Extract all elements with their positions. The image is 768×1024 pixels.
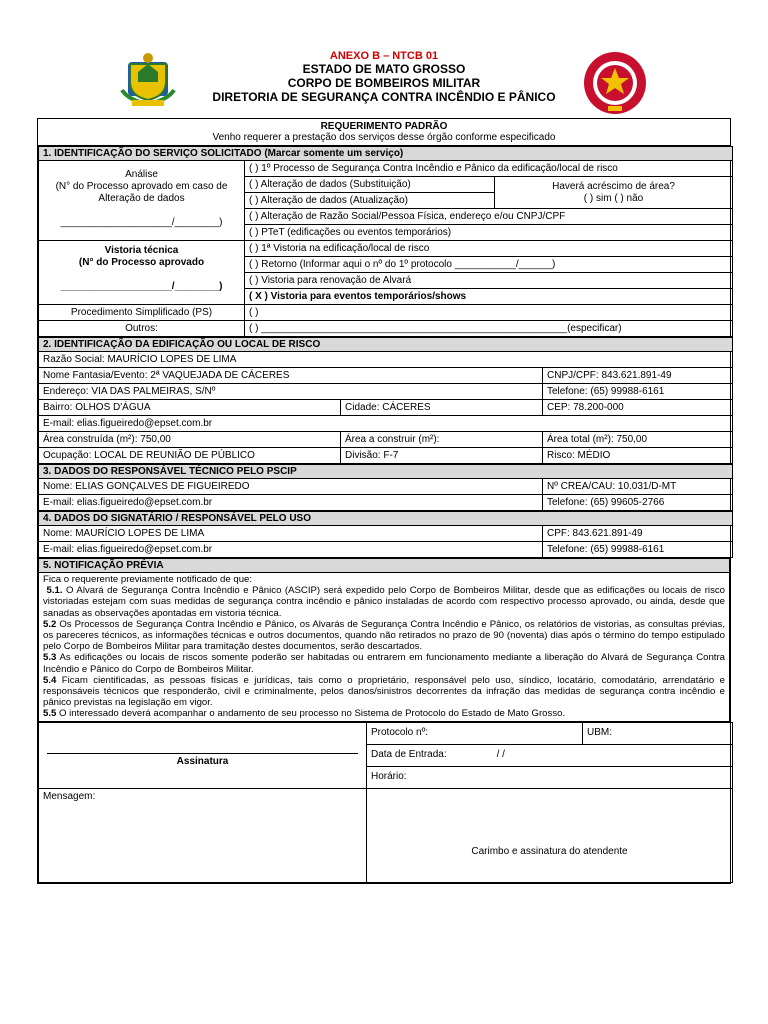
cep-field[interactable]: CEP: 78.200-000	[543, 400, 733, 416]
option-retorno[interactable]: ( ) Retorno (Informar aqui o nº do 1º protocolo ___________/______)	[245, 257, 733, 273]
cidade-field[interactable]: Cidade: CÁCERES	[341, 400, 543, 416]
header-corps: CORPO DE BOMBEIROS MILITAR	[287, 76, 481, 90]
notification-intro: Fica o requerente previamente notificado de que:	[43, 574, 253, 585]
cnpj-field[interactable]: CNPJ/CPF: 843.621.891-49	[543, 368, 733, 384]
vistoria-label: Vistoria técnica	[104, 245, 179, 256]
area-construida-field[interactable]: Área construída (m²): 750,00	[39, 432, 341, 448]
option-alteracao-razao[interactable]: ( ) Alteração de Razão Social/Pessoa Física, endereço e/ou CNPJ/CPF	[245, 209, 733, 225]
email-field[interactable]: E-mail: elias.figueiredo@epset.com.br	[39, 416, 733, 432]
telefone-field[interactable]: Telefone: (65) 99988-6161	[543, 384, 733, 400]
signature-line[interactable]: Assinatura	[47, 753, 358, 768]
area-increase-question: Haverá acréscimo de área?	[552, 180, 675, 192]
footer-table	[38, 722, 733, 883]
notification-text	[39, 573, 730, 722]
signature-cell	[39, 722, 367, 788]
rt-email-field[interactable]: E-mail: elias.figueiredo@epset.com.br	[39, 495, 543, 511]
endereco-field[interactable]: Endereço: VIA DAS PALMEIRAS, S/Nº	[39, 384, 543, 400]
razao-social-field[interactable]: Razão Social: MAURÍCIO LOPES DE LIMA	[39, 352, 733, 368]
option-eventos-temporarios[interactable]: ( X ) Vistoria para eventos temporários/shows	[245, 289, 733, 305]
ps-label: Procedimento Simplificado (PS)	[39, 305, 245, 321]
analise-label: Análise	[125, 169, 158, 180]
section-5-heading: 5. NOTIFICAÇÃO PRÉVIA	[39, 559, 730, 573]
option-ptet[interactable]: ( ) PTeT (edificações ou eventos temporários)	[245, 225, 733, 241]
option-renovacao-alvara[interactable]: ( ) Vistoria para renovação de Alvará	[245, 273, 733, 289]
risco-field[interactable]: Risco: MÉDIO	[543, 448, 733, 464]
notification-5-1: 5.1. O Alvará de Segurança Contra Incêndio e Pânico (ASCIP) será expedido pelo Corpo de Bombeiros Militar, desde que as edificações ou locais de risco vistoriadas estejam com suas medidas de segurança contra incêndio e pânico instaladas de acordo com respectivo processo aprovado, ou ainda, desde que sanadas as observações apontadas em vistoria técnica.	[43, 585, 725, 619]
option-alteracao-substituicao[interactable]: ( ) Alteração de dados (Substituição)	[245, 177, 495, 193]
analise-sub: (N° do Processo aprovado em caso de Alteração de dados	[55, 181, 228, 204]
protocolo-field[interactable]: Protocolo nº:	[367, 722, 583, 744]
vistoria-sub: (N° do Processo aprovado	[78, 257, 205, 268]
area-increase-options[interactable]: ( ) sim ( ) não	[583, 192, 644, 204]
section-1-heading: 1. IDENTIFICAÇÃO DO SERVIÇO SOLICITADO (Marcar somente um serviço)	[39, 147, 733, 161]
section-3-table	[38, 464, 733, 511]
annex-label: ANEXO B – NTCB 01	[329, 50, 439, 62]
notification-5-2: 5.2 Os Processos de Segurança Contra Incêndio e Pânico, os Alvarás de Segurança Contra Incêndio e Pânico, os relatórios de vistorias, as consultas prévias, os pareceres técnicos, as informações técnicas e outros documentos, quando não retirados no prazo de 90 (noventa) dias após o término do tempo estipulado pelo Corpo de Bombeiros Militar para tramitação destes documentos, serão descartados.	[43, 618, 725, 653]
form-title-block	[38, 119, 730, 146]
notification-5-3: 5.3 As edificações ou locais de riscos somente poderão ser habitadas ou entrarem em funcionamento mediante a liberação do Alvará de Segurança Contra Incêndio e Pânico do Corpo de Bombeiros Militar.	[43, 652, 725, 675]
sig-cpf-field[interactable]: CPF: 843.621.891-49	[543, 526, 733, 542]
vistoria-cell	[39, 241, 245, 305]
rt-crea-field[interactable]: Nº CREA/CAU: 10.031/D-MT	[543, 479, 733, 495]
area-increase-cell	[495, 177, 733, 209]
form-subtitle: Venho requerer a prestação dos serviços desse órgão conforme especificado	[212, 132, 556, 143]
horario-field[interactable]: Horário:	[367, 766, 733, 788]
header-state: ESTADO DE MATO GROSSO	[302, 62, 466, 76]
outros-option[interactable]: ( ) _______________________________________________________(especificar)	[245, 321, 733, 337]
rt-telefone-field[interactable]: Telefone: (65) 99605-2766	[543, 495, 733, 511]
option-first-process[interactable]: ( ) 1º Processo de Segurança Contra Incêndio e Pânico da edificação/local de risco	[245, 161, 733, 177]
notification-5-5: 5.5 O interessado deverá acompanhar o andamento de seu processo no Sistema de Protocolo do Estado de Mato Grosso.	[43, 708, 566, 720]
header-directorate: DIRETORIA DE SEGURANÇA CONTRA INCÊNDIO E PÂNICO	[212, 90, 556, 104]
sig-nome-field[interactable]: Nome: MAURÍCIO LOPES DE LIMA	[39, 526, 543, 542]
document-header	[0, 50, 768, 104]
sig-email-field[interactable]: E-mail: elias.figueiredo@epset.com.br	[39, 542, 543, 558]
section-2-table	[38, 337, 733, 464]
notification-5-4: 5.4 Ficam cientificadas, as pessoas físicas e jurídicas, tais como o proprietário, responsável pelo uso, síndico, locatário, comodatário, arrendatário e responsáveis técnicos que responderão, civil e criminalmente, pelos danos/sinistros decorrentes da infração das medidas de segurança contra incêndio e pânico previstas na legislação em vigor.	[43, 674, 725, 709]
vistoria-blank[interactable]: ____________________/________)	[60, 281, 223, 292]
form-title: REQUERIMENTO PADRÃO	[320, 121, 448, 132]
section-2-heading: 2. IDENTIFICAÇÃO DA EDIFICAÇÃO OU LOCAL DE RISCO	[39, 338, 733, 352]
area-a-construir-field[interactable]: Área a construir (m²):	[341, 432, 543, 448]
analise-cell	[39, 161, 245, 241]
section-1-table	[38, 146, 733, 337]
data-entrada-field[interactable]: Data de Entrada: / /	[367, 744, 733, 766]
sig-telefone-field[interactable]: Telefone: (65) 99988-6161	[543, 542, 733, 558]
request-form	[37, 118, 731, 884]
ocupacao-field[interactable]: Ocupação: LOCAL DE REUNIÃO DE PÚBLICO	[39, 448, 341, 464]
divisao-field[interactable]: Divisão: F-7	[341, 448, 543, 464]
ps-option[interactable]: ( )	[245, 305, 733, 321]
section-5-table	[38, 558, 730, 722]
mensagem-field[interactable]: Mensagem:	[39, 788, 367, 882]
outros-label: Outros:	[39, 321, 245, 337]
bairro-field[interactable]: Bairro: OLHOS D'ÁGUA	[39, 400, 341, 416]
ubm-field[interactable]: UBM:	[583, 722, 733, 744]
carimbo-cell: Carimbo e assinatura do atendente	[367, 788, 733, 882]
analise-blank[interactable]: ____________________/________)	[60, 217, 223, 228]
nome-fantasia-field[interactable]: Nome Fantasia/Evento: 2ª VAQUEJADA DE CÁCERES	[39, 368, 543, 384]
section-4-heading: 4. DADOS DO SIGNATÁRIO / RESPONSÁVEL PELO USO	[39, 512, 733, 526]
option-first-vistoria[interactable]: ( ) 1ª Vistoria na edificação/local de risco	[245, 241, 733, 257]
section-4-table	[38, 511, 733, 558]
area-total-field[interactable]: Área total (m²): 750,00	[543, 432, 733, 448]
option-alteracao-atualizacao[interactable]: ( ) Alteração de dados (Atualização)	[245, 193, 495, 209]
rt-nome-field[interactable]: Nome: ELIAS GONÇALVES DE FIGUEIREDO	[39, 479, 543, 495]
section-3-heading: 3. DADOS DO RESPONSÁVEL TÉCNICO PELO PSCIP	[39, 465, 733, 479]
